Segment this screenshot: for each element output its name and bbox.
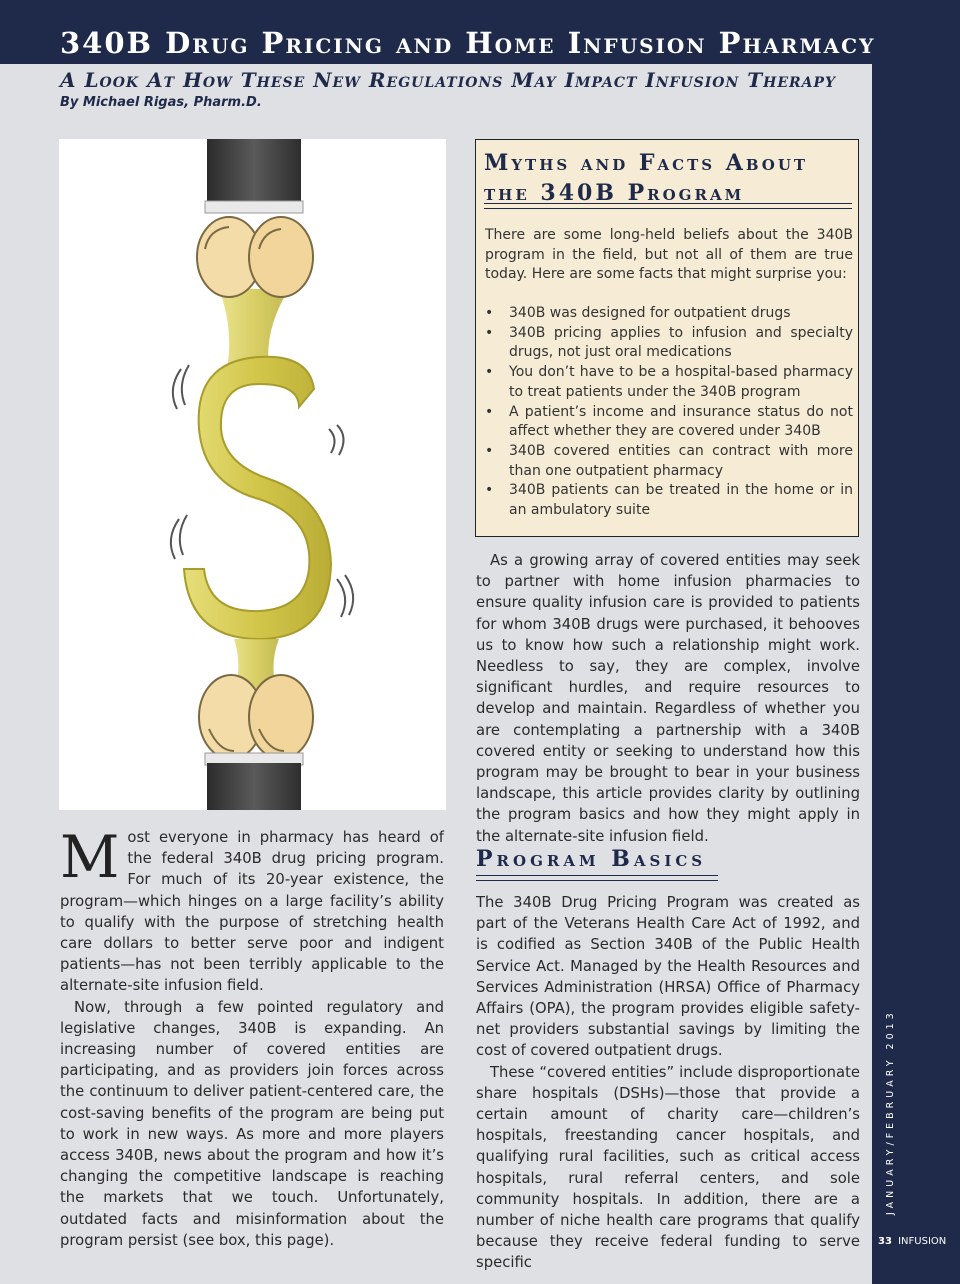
list-item: • 340B covered entities can contract with more than one outpatient pharmacy (485, 442, 853, 479)
myths-facts-box (475, 139, 859, 537)
dollar-tug-of-war-icon (59, 139, 446, 810)
byline: By Michael Rigas, Pharm.D. (60, 95, 262, 110)
left-column-text (60, 823, 444, 1251)
list-item: • 340B was designed for outpatient drugs (485, 304, 853, 324)
body-paragraph: The 340B Drug Pricing Program was created as part of the Veterans Health Care Act of 1992, and is codified as Section 340B of the Public Health Service Act. Managed by the Health Resources and Services Administration (HRSA) Office of Pharmacy Affairs (OPA), the program provides eligible safety-net providers substantial savings by limiting the cost of covered outpatient drugs. (476, 894, 860, 1060)
page-number: 33 (878, 1236, 892, 1247)
list-item: • You don’t have to be a hospital-based pharmacy to treat patients under the 340B program (485, 364, 853, 400)
myths-fact-list (485, 304, 853, 521)
right-column-text-top (476, 550, 860, 847)
bullet-icon: • (485, 403, 494, 420)
drop-cap: M (60, 823, 120, 891)
magazine-name: INFUSION (898, 1236, 947, 1247)
bullet-icon: • (485, 324, 494, 341)
article-title: 340B Drug Pricing and Home Infusion Pharmacy (60, 26, 876, 60)
dollar-tug-of-war-illustration (59, 139, 446, 810)
body-paragraph: Now, through a few pointed regulatory and legislative changes, 340B is expanding. An increasing number of covered entities are participating, and as providers join forces across the continuum to deliver patient-centered care, the cost-saving benefits of the program are being put to work in new ways. As more and more players access 340B, news about the program and how it’s changing the competitive landscape is reaching the markets that we touch. Unfortunately, outdated facts and misinformation about the program persist (see box, this page). (60, 998, 444, 1249)
section-heading-rule (476, 875, 718, 881)
body-paragraph: These “covered entities” include disproportionate share hospitals (DSHs)—those that provide a certain amount of charity care—children’s hospitals, freestanding cancer hospitals, and qualifying rural facilities, such as critical access hospitals, rural referral centers, and sole community hospitals. In addition, there are a number of niche health care programs that qualify because they receive federal funding to serve specific (476, 1063, 860, 1272)
intro-paragraph: Most everyone in pharmacy has heard of the federal 340B drug pricing program. For much of its 20-year existence, the program—which hinges on a large facility’s ability to qualify with the purpose of stretching health care dollars to better serve poor and indigent patients—has not been terribly applicable to the alternate-site infusion field. (60, 823, 444, 995)
bullet-icon: • (485, 305, 494, 321)
bullet-icon: • (485, 364, 494, 381)
myths-title-line-2: the 340B Program (484, 180, 745, 206)
myths-title-line-1: Myths and Facts About (484, 150, 809, 176)
body-paragraph: As a growing array of covered entities may seek to partner with home infusion pharmacies to ensure quality infusion care is provided to patients for whom 340B drugs were purchased, it behooves us to know how such a relationship might work. Needless to say, they are complex, involve significant hurdles, and require resources to develop and maintain. Regardless of whether you are contemplating a partnership with a 340B covered entity or seeking to understand how this program may be brought to bear in your business landscape, this article provides clarity by outlining the program basics and how they might apply in the alternate-site infusion field. (476, 552, 860, 845)
page-footer (878, 1236, 946, 1247)
article-subtitle: A Look At How These New Regulations May Impact Infusion Therapy (60, 68, 837, 92)
bullet-icon: • (485, 482, 494, 499)
myths-intro: There are some long-held beliefs about the 340B program in the field, but not all of them are true today. Here are some facts that might surprise you: (485, 227, 853, 283)
section-heading-program-basics: Program Basics (476, 846, 707, 872)
issue-date: JANUARY/FEBRUARY 2013 (885, 1009, 896, 1215)
list-item: • 340B pricing applies to infusion and specialty drugs, not just oral medications (485, 324, 853, 361)
list-item: • A patient’s income and insurance status do not affect whether they are covered under 340B (485, 403, 853, 440)
myths-box-title (484, 148, 854, 208)
list-item: • 340B patients can be treated in the home or in an ambulatory suite (485, 482, 853, 519)
myths-title-rule (484, 203, 852, 209)
bullet-icon: • (485, 442, 494, 459)
right-column-text-bottom (476, 892, 860, 1274)
